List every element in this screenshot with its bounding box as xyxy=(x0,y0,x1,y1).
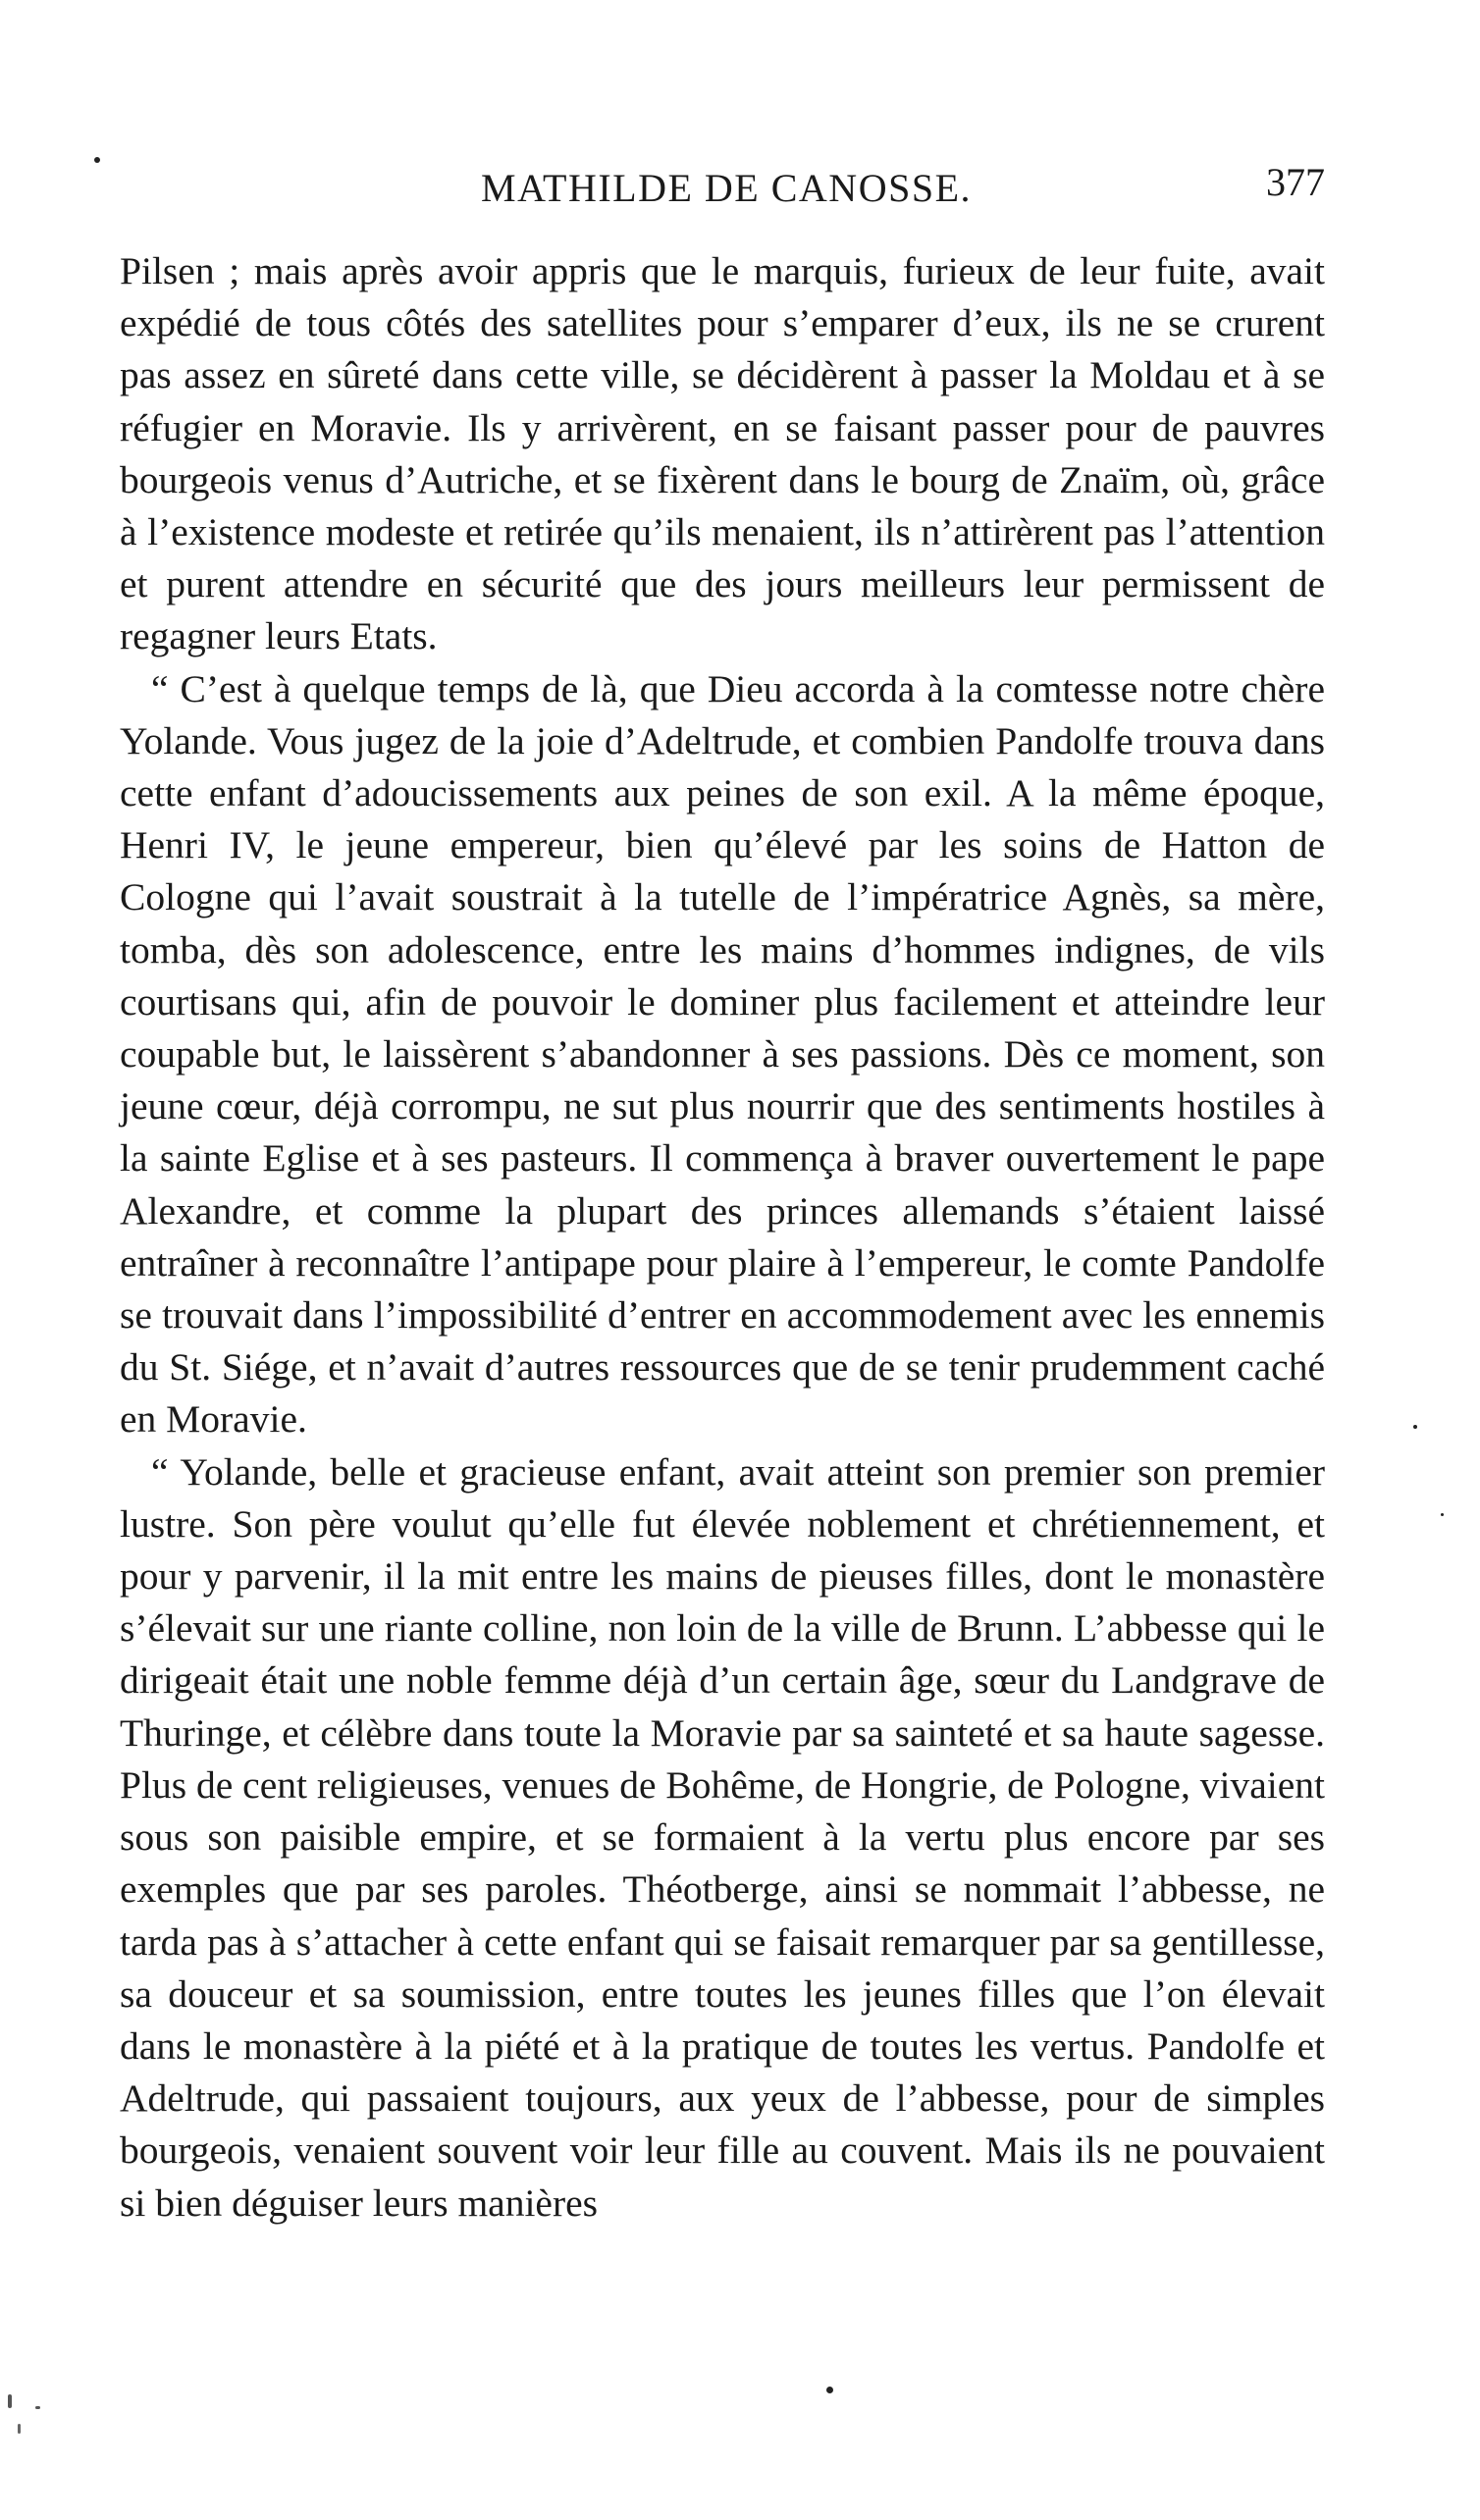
ink-speck xyxy=(1441,1513,1444,1516)
ink-speck xyxy=(94,157,100,163)
margin-mark xyxy=(8,2394,12,2408)
ink-speck xyxy=(1413,1425,1417,1429)
paragraph-1: Pilsen ; mais après avoir appris que le marquis, furieux de leur fuite, avait expédié de tous côtés des satellites pour s’emparer d’eux, ils ne se crurent pas assez en sûreté dans cette ville, se décidèrent à passer la Moldau et à se réfugier en Moravie. Ils y arrivèrent, en se faisant passer pour de pauvres bourgeois venus d’Autriche, et se fixèrent dans le bourg de Znaïm, où, grâce à l’existence modeste et retirée qu’ils menaient, ils n’attirèrent pas l’attention et purent attendre en sécurité que des jours meilleurs leur permissent de regagner leurs Etats. xyxy=(120,249,1325,658)
margin-mark xyxy=(35,2406,40,2409)
paragraph-3: “ Yolande, belle et gracieuse enfant, avait atteint son premier son premier lustre. Son père voulut qu’elle fut élevée noblement et chrétiennement, et pour y parvenir, il la mit entre les mains de pieuses filles, dont le monastère s’élevait sur une riante colline, non loin de la ville de Brunn. L’abbesse qui le dirigeait était une noble femme déjà d’un certain âge, sœur du Landgrave de Thuringe, et célèbre dans toute la Moravie par sa sainteté et sa haute sagesse. Plus de cent religieuses, venues de Bohême, de Hongrie, de Pologne, vivaient sous son paisible empire, et se formaient à la vertu plus encore par ses exemples que par ses paroles. Théotberge, ainsi se nommait l’abbesse, ne tarda pas à s’attacher à cette enfant qui se faisait remarquer par sa gentillesse, sa douceur et sa soumission, entre toutes les jeunes filles que l’on élevait dans le monastère à la piété et à la pratique de toutes les vertus. Pandolfe et Adeltrude, qui passaient toujours, aux yeux de l’abbesse, pour de simples bourgeois, venaient souvent voir leur fille au couvent. Mais ils ne pouvaient si bien déguiser leurs manières xyxy=(120,1449,1325,2225)
body-text xyxy=(120,245,1325,2230)
paragraph-2: “ C’est à quelque temps de là, que Dieu accorda à la comtesse notre chère Yolande. Vous jugez de la joie d’Adeltrude, et combien Pandolfe trouva dans cette enfant d’adoucissements aux peines de son exil. A la même époque, Henri IV, le jeune empereur, bien qu’élevé par les soins de Hatton de Cologne qui l’avait soustrait à la tutelle de l’impératrice Agnès, sa mère, tomba, dès son adolescence, entre les mains d’hommes indignes, de vils courtisans qui, afin de pouvoir le dominer plus facilement et atteindre leur coupable but, le laissèrent s’abandonner à ses passions. Dès ce moment, son jeune cœur, déjà corrompu, ne sut plus nourrir que des sentiments hostiles à la sainte Eglise et à ses pasteurs. Il commença à braver ouvertement le pape Alexandre, et comme la plupart des princes allemands s’étaient laissé entraîner à reconnaître l’antipape pour plaire à l’empereur, le comte Pandolfe se trouvait dans l’impossibilité d’entrer en accommodement avec les ennemis du St. Siége, et n’avait d’autres ressources que de se tenir prudemment caché en Moravie. xyxy=(120,666,1325,1442)
page-header xyxy=(118,160,1325,224)
margin-mark xyxy=(18,2424,21,2434)
ink-speck xyxy=(826,2387,833,2393)
page-number: 377 xyxy=(1266,160,1325,204)
running-title: MATHILDE DE CANOSSE. xyxy=(481,166,972,210)
